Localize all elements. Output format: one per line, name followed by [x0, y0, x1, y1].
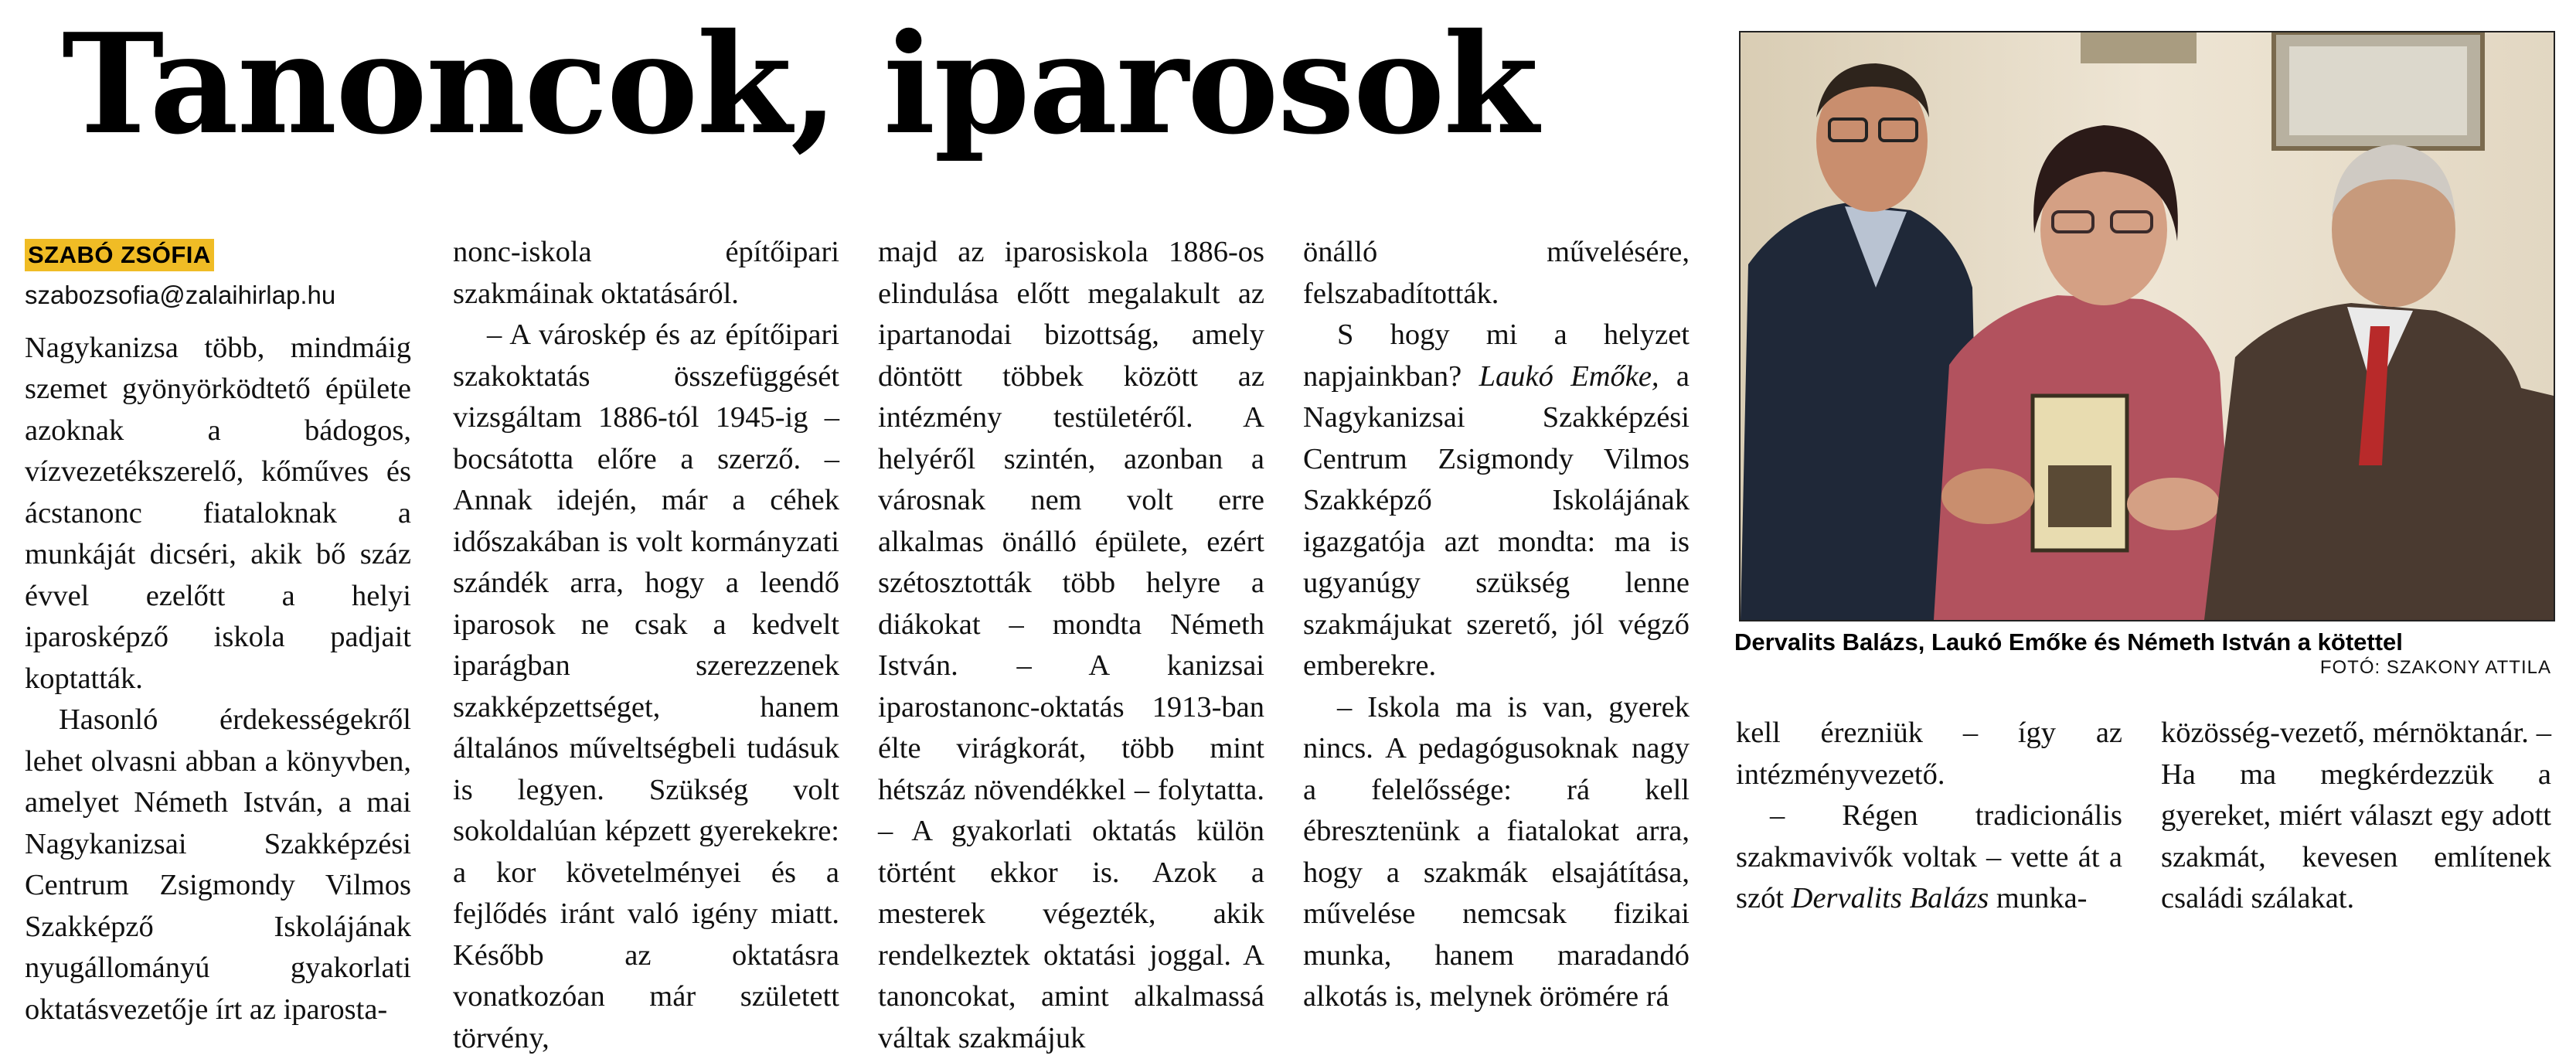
person-name: Dervalits Balázs — [1791, 882, 1989, 914]
paragraph: közösség-vezető, mérnöktanár. – Ha ma megkérdezzük a gyereket, miért választ egy adott szakmát, kevesen említenek családi szálakat. — [2161, 717, 2551, 914]
paragraph: Nagykanizsa több, mindmáig szemet gyönyörködtető épülete azoknak a bádogos, vízvezetékszerelő, kőműves és ácstanonc fiataloknak a munkáját dicséri, akik bő száz évvel ezelőtt a helyi iparosképző iskola padjait koptatták. — [25, 331, 411, 695]
article-column-3 — [878, 232, 1264, 1059]
paragraph: nonc-iskola építőipari szakmáinak oktatásáról. — [453, 236, 839, 310]
photo-caption: Dervalits Balázs, Laukó Emőke és Németh István a kötettel — [1734, 628, 2403, 655]
article-column-4 — [1303, 232, 1690, 1018]
text-run: S hogy mi a helyzet napjainkban? — [1303, 318, 1690, 393]
paragraph: – A városkép és az építőipari szakoktatás összefüggését vizsgáltam 1886-tól 1945-ig – bocsátotta előre a szerző. – Annak idején, már a céhek időszakában is volt kormányzati szándék arra, hogy a leendő iparosok ne csak a kedvelt iparágban szerezzenek szakképzettséget, hanem általános műveltségbeli tudásuk is legyen. Szükség volt sokoldalúan képzett gyerekekre: a kor követelményei és a fejlődés iránt való igény miatt. Később az oktatásra vonatkozóan már született törvény, — [453, 318, 839, 1054]
photo-illustration — [1741, 32, 2554, 620]
article-photo — [1739, 31, 2555, 621]
photo-credit: FOTÓ: SZAKONY ATTILA — [2319, 657, 2551, 678]
text-run: – Régen tradicionális szakmavivők voltak – vette át a szót — [1736, 799, 2122, 914]
paragraph: önálló művelésére, felszabadították. — [1303, 236, 1690, 310]
paragraph: Hasonló érdekességekről lehet olvasni abban a könyvben, amelyet Németh István, a mai Nagykanizsai Szakképzési Centrum Zsigmondy Vilmos Szakképző Iskolájának nyugállományú gyakorlati oktatásvezetője írt az iparosta- — [25, 703, 411, 1026]
author-email[interactable]: szabozsofia@zalaihirlap.hu — [25, 280, 336, 309]
author-byline: SZABÓ ZSÓFIA — [25, 239, 214, 271]
article-column-1 — [25, 233, 411, 1030]
paragraph — [1303, 315, 1690, 687]
person-name: Laukó Emőke, — [1479, 359, 1659, 393]
paragraph: kell érezniük – így az intézményvezető. — [1736, 717, 2122, 791]
headline: Tanoncok, iparosok — [62, 3, 1537, 165]
article-column-5 — [1736, 713, 2122, 920]
text-run: a Nagykanizsai Szakképzési Centrum Zsigmondy Vilmos Szakképző Iskolájának igazgatója azt mondta: ma is ugyanúgy szükség lenne szakmájukat szerető, jól végző emberekre. — [1303, 359, 1690, 682]
paragraph — [1736, 795, 2122, 920]
article-column-2 — [453, 232, 839, 1059]
paragraph: majd az iparosiskola 1886-os elindulása előtt megalakult az ipartanodai bizottság, amely döntött többek között az intézmény testületéről. A helyéről szintén, azonban a városnak nem volt erre alkalmas önálló épülete, ezért szétosztották több helyre a diákokat – mondta Németh István. – A kanizsai iparostanonc-oktatás 1913-ban élte virágkorát, több mint hétszáz növendékkel – folytatta. – A gyakorlati oktatás külön történt ekkor is. Azok a mesterek végezték, akik rendelkeztek oktatási joggal. A tanoncokat, amint alkalmassá váltak szakmájuk — [878, 236, 1264, 1054]
paragraph: – Iskola ma is van, gyerek nincs. A pedagógusoknak nagy a felelőssége: rá kell ébresztenünk a fiatalokat arra, hogy a szakmák elsajátítása, művelése nemcsak fizikai munka, hanem maradandó alkotás is, melynek örömére rá — [1303, 690, 1690, 1013]
text-run: munka- — [1996, 882, 2088, 914]
article-column-6 — [2161, 713, 2551, 920]
